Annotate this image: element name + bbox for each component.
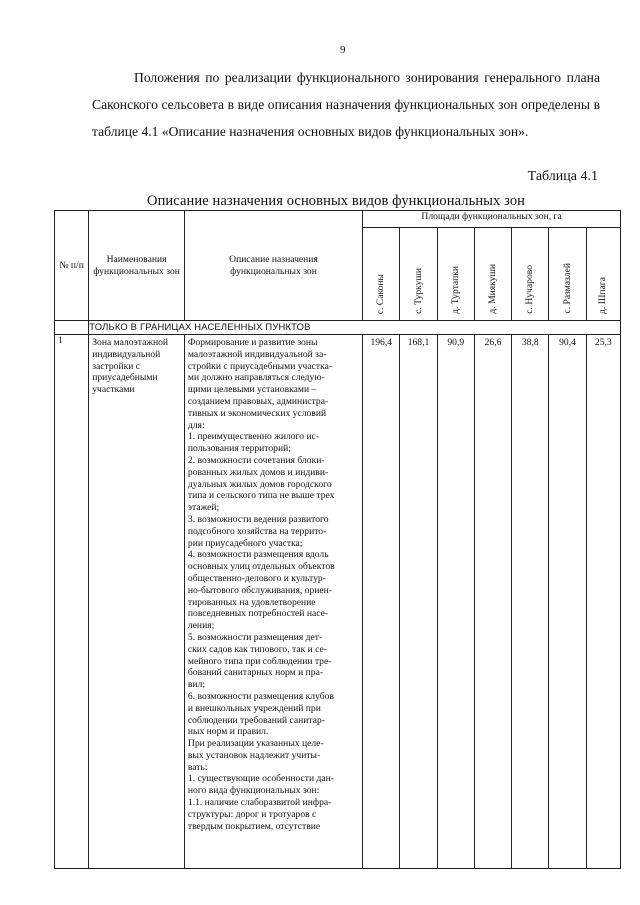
page-number: 9 [340,44,346,56]
description-line: для: [187,419,205,431]
row-number: 1 [55,335,89,869]
description-line: пользования территорий; [187,443,291,455]
description-line: щими целевыми установками – [187,384,317,396]
header-area-group: Площади функциональных зон, га [363,211,621,228]
description-line: тивных и экономических условий [187,407,327,419]
area-value: 25,3 [586,335,620,869]
description-line: вать: [187,761,208,773]
header-settlement: д. Туртапки [437,228,474,321]
description-line: этажей; [187,502,220,514]
header-settlement: с. Размазлей [549,228,586,321]
description-line: общественно-делового и культур- [187,572,326,584]
description-line: мейного типа при соблюдении тре- [187,655,332,667]
header-settlement: д. Шпага [586,228,620,321]
header-settlement: с. Саконы [363,228,400,321]
header-description: Описание назначения функциональных зон [184,211,362,321]
area-value: 90,9 [437,335,474,869]
description-line: основных улиц отдельных объектов [187,561,335,573]
description-line: рии приусадебного участка; [187,537,303,549]
zones-table [54,210,621,869]
table-row [55,335,621,869]
description-line: 3. возможности ведения развитого [187,513,329,525]
row-zone-name: Зона малоэтажной индивидуальной застройки с приусадебными участками [89,335,185,869]
description-line: твердым покрытием, отсутствие [187,820,321,832]
description-lines [188,337,359,832]
description-line: вых установок надлежит учиты- [187,749,321,761]
description-line: соблюдении требований санитар- [187,714,325,726]
description-line: ми должно направляться следую- [187,372,325,384]
description-line: тированных на удовлетворение [187,596,316,608]
area-value: 26,6 [474,335,511,869]
description-line: 2. возможности сочетания блоки- [187,454,325,466]
description-line: стройки с приусадебными участка- [187,360,333,372]
description-line: рованных жилых домов и индиви- [187,466,329,478]
area-value: 168,1 [400,335,437,869]
description-line: малоэтажной индивидуальной за- [187,348,327,360]
description-line: Формирование и развитие зоны [187,337,318,348]
description-line: 4. возможности размещения вдоль [187,549,329,561]
description-line: При реализации указанных целе- [187,738,324,750]
description-line: вил; [187,679,206,691]
header-settlement: с. Туркуши [400,228,437,321]
description-line: структуры: дорог и тротуаров с [187,808,317,820]
description-line: ских садов как типового, так и се- [187,643,328,655]
description-line: ных норм и правил. [187,726,269,738]
area-value: 90,4 [549,335,586,869]
description-line: ного вида функциональных зон: [187,785,320,797]
description-line: но-бытового обслуживания, ориен- [187,584,332,596]
header-number: № п/п [55,211,89,321]
description-line: бований санитарных норм и пра- [187,667,324,679]
description-line: повседневных потребностей насе- [187,608,329,620]
row-description [184,335,362,869]
description-line: 5. возможности размещения дет- [187,631,323,643]
description-line: подсобного хозяйства на террито- [187,525,327,537]
intro-text: Положения по реализации функционального зонирования генерального плана Саконского сельсовета в виде описания назначения функциональных зон определены в таблице 4.1 «Описание назначения основных видов функциональных зон». [92,70,600,139]
description-line: 1. преимущественно жилого ис- [187,431,320,443]
description-line: 6. возможности размещения клубов [187,690,334,702]
description-line: ления; [187,620,215,632]
table-title: Описание назначения основных видов функциональных зон [147,193,526,209]
description-line: 1. существующие особенности дан- [187,773,334,785]
header-settlement: д. Миякуши [474,228,511,321]
area-value: 196,4 [363,335,400,869]
intro-paragraph [92,64,600,145]
description-line: дуальных жилых домов городского [187,478,332,490]
description-line: и внешкольных учреждений при [187,702,321,714]
description-line: созданием правовых, администра- [187,395,329,407]
description-line: типа и сельского типа не выше трех [187,490,335,502]
table-label: Таблица 4.1 [527,169,598,184]
header-row-top [55,211,621,228]
area-value: 38,8 [512,335,549,869]
header-name: Наименования функциональных зон [89,211,185,321]
header-settlement: с. Нучарово [512,228,549,321]
section-title: ТОЛЬКО В ГРАНИЦАХ НАСЕЛЕННЫХ ПУНКТОВ [89,321,621,335]
description-line: 1.1. наличие слаборазвитой инфра- [187,797,332,809]
section-row [55,321,621,335]
